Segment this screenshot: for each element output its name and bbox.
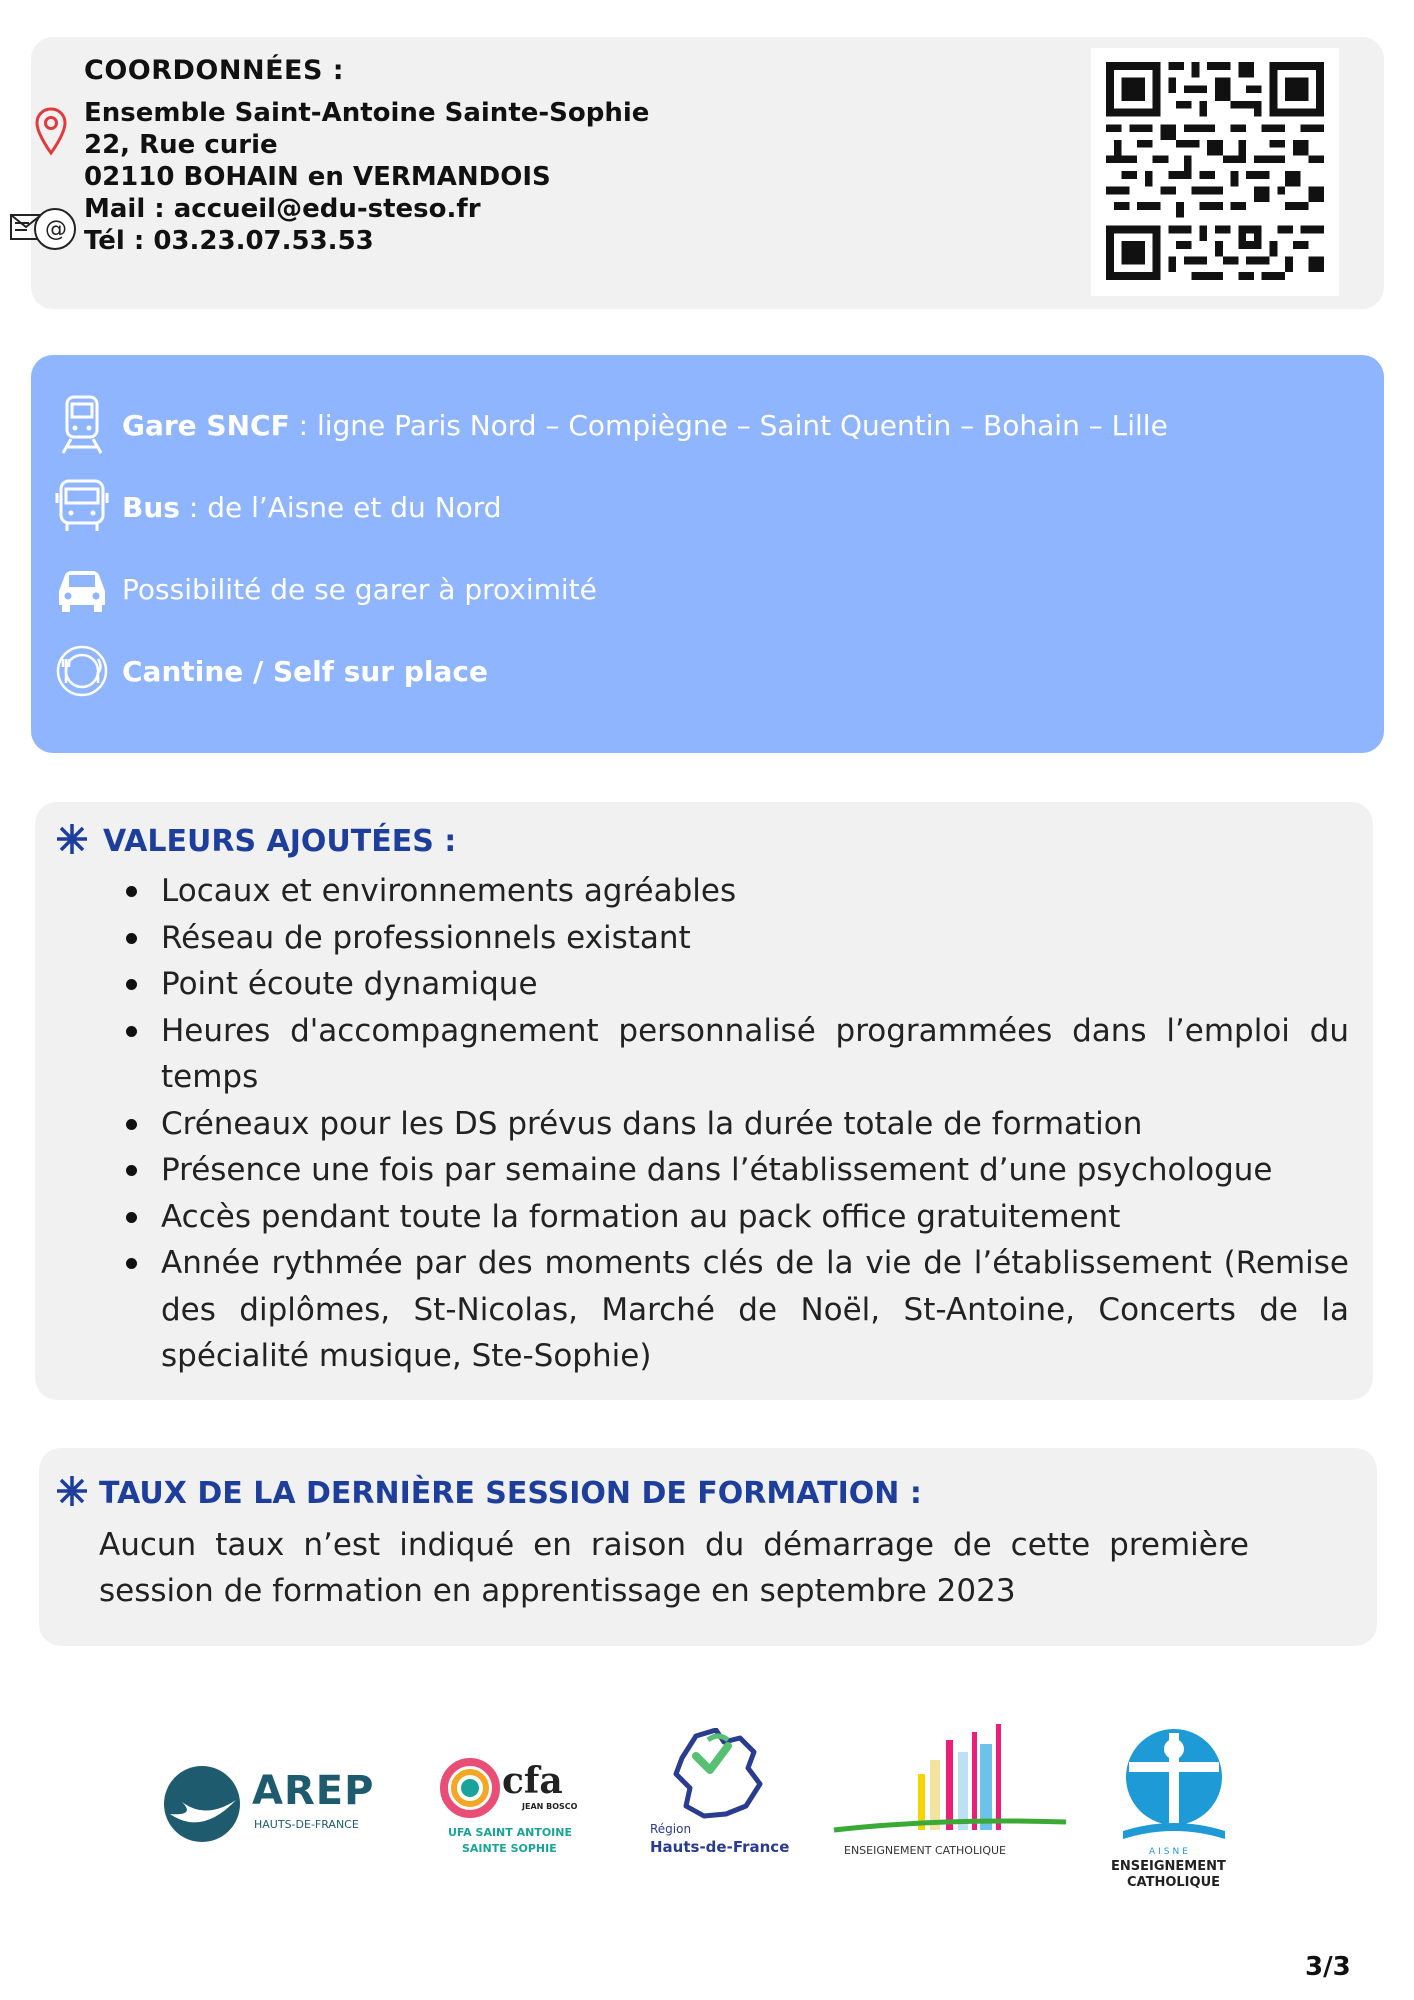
transport-train-detail: : ligne Paris Nord – Compiègne – Saint Quentin – Bohain – Lille <box>289 409 1168 442</box>
asterisk-icon <box>55 822 89 856</box>
list-item: Réseau de professionnels existant <box>35 915 1357 962</box>
contact-title: COORDONNÉES : <box>84 55 345 86</box>
enseignement-text: ENSEIGNEMENT CATHOLIQUE <box>844 1844 1006 1857</box>
qr-code-pattern <box>1103 62 1327 280</box>
transport-row-car <box>31 559 1331 619</box>
taux-body: Aucun taux n’est indiqué en raison du démarrage de cette première session de formation en apprentissage en septembre 2023 <box>99 1527 1249 1609</box>
arep-name: AREP <box>252 1768 375 1814</box>
region-line1: Région <box>650 1822 692 1836</box>
contact-card <box>31 37 1384 309</box>
transport-car-text: Possibilité de se garer à proximité <box>122 573 597 606</box>
valeurs-list <box>35 868 1357 1380</box>
cfa-tag: JEAN BOSCO <box>522 1802 578 1811</box>
contact-lines <box>84 97 649 257</box>
contact-mail[interactable]: Mail : accueil@edu-steso.fr <box>84 194 481 224</box>
cfa-logo-mark <box>440 1758 500 1818</box>
transport-train-label: Gare SNCF <box>122 409 290 442</box>
cfa-sub1: UFA SAINT ANTOINE <box>448 1826 572 1839</box>
region-hdf-logo <box>650 1728 790 1858</box>
aisne-line2: CATHOLIQUE <box>1127 1875 1220 1890</box>
contact-street: 22, Rue curie <box>84 130 278 160</box>
qr-code[interactable] <box>1091 48 1339 296</box>
transport-bus-detail: : de l’Aisne et du Nord <box>179 491 502 524</box>
list-item: Créneaux pour les DS prévus dans la durée totale de formation <box>35 1101 1357 1148</box>
transport-card <box>31 355 1384 753</box>
list-item: Accès pendant toute la formation au pack office gratuitement <box>35 1194 1357 1241</box>
aisne-logo-mark <box>1109 1727 1239 1847</box>
taux-heading: TAUX DE LA DERNIÈRE SESSION DE FORMATION : <box>99 1476 922 1511</box>
valeurs-heading: VALEURS AJOUTÉES : <box>103 824 457 859</box>
bus-icon <box>55 477 109 537</box>
transport-row-cantine <box>31 641 1331 701</box>
cfa-logo <box>440 1758 590 1863</box>
location-pin-icon <box>35 107 67 157</box>
arep-sub: HAUTS-DE-FRANCE <box>254 1818 359 1831</box>
enseignement-catholique-mark <box>830 1722 1070 1842</box>
contact-city: 02110 BOHAIN en VERMANDOIS <box>84 162 551 192</box>
email-icon <box>9 205 79 253</box>
aisne-enseignement-catholique-logo <box>1105 1727 1245 1899</box>
taux-card <box>39 1448 1377 1646</box>
list-item: Présence une fois par semaine dans l’établissement d’une psychologue <box>35 1147 1357 1194</box>
transport-cantine-text <box>122 655 488 688</box>
transport-cantine-label: Cantine / Self sur place <box>122 655 488 688</box>
arep-logo <box>162 1760 392 1850</box>
train-icon <box>55 395 109 455</box>
enseignement-catholique-logo <box>830 1722 1070 1862</box>
svg-text:@: @ <box>45 217 67 242</box>
aisne-top: AISNE <box>1149 1847 1191 1857</box>
transport-row-train <box>31 395 1331 455</box>
region-line2: Hauts-de-France <box>650 1838 790 1856</box>
transport-bus-label: Bus <box>122 491 180 524</box>
region-hdf-mark <box>668 1728 768 1820</box>
contact-phone[interactable]: Tél : 03.23.07.53.53 <box>84 226 374 256</box>
page-number: 3/3 <box>1305 1952 1351 1982</box>
cfa-sub2: SAINTE SOPHIE <box>462 1842 557 1855</box>
list-item: Année rythmée par des moments clés de la vie de l’établissement (Remise des diplômes, St-Nicolas, Marché de Noël, St-Antoine, Concerts de la spécialité musique, Ste-Sophie) <box>35 1240 1357 1380</box>
list-item: Locaux et environnements agréables <box>35 868 1357 915</box>
list-item: Point écoute dynamique <box>35 961 1357 1008</box>
transport-train-text <box>122 409 1168 442</box>
transport-bus-text <box>122 491 502 524</box>
list-item: Heures d'accompagnement personnalisé programmées dans l’emploi du temps <box>35 1008 1357 1101</box>
asterisk-icon <box>55 1474 89 1508</box>
arep-logo-mark <box>162 1764 242 1844</box>
transport-row-bus <box>31 477 1331 537</box>
cfa-name: cfa <box>502 1760 563 1802</box>
aisne-line1: ENSEIGNEMENT <box>1111 1859 1226 1874</box>
valeurs-card <box>35 802 1373 1400</box>
car-icon <box>55 559 109 619</box>
cutlery-icon <box>55 641 109 701</box>
contact-school-name: Ensemble Saint-Antoine Sainte-Sophie <box>84 98 650 128</box>
